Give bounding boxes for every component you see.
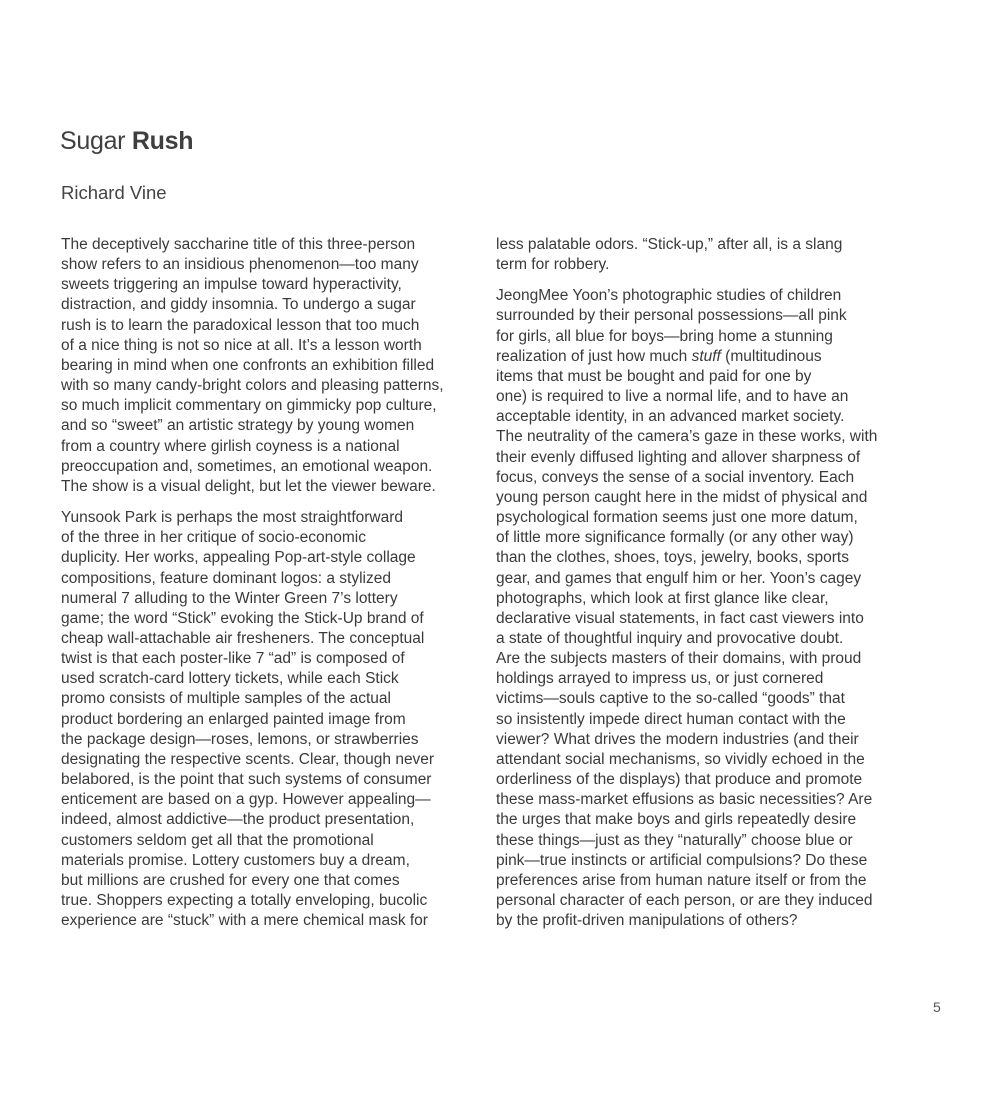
text-line: photographs, which look at first glance like clear, [496,589,829,607]
text-line: indeed, almost addictive—the product presentation, [61,811,415,829]
text-line: cheap wall-attachable air fresheners. The conceptual [61,629,425,647]
text-line: designating the respective scents. Clear, though never [61,750,435,768]
text-line: by the profit-driven manipulations of others? [496,912,798,930]
text-line: with so many candy-bright colors and pleasing patterns, [61,377,444,395]
text-line: victims—souls captive to the so-called “goods” that [496,690,845,708]
text-line: for girls, all blue for boys—bring home a stunning [496,327,833,345]
page-number: 5 [933,999,941,1015]
text-line: Yunsook Park is perhaps the most straightforward [61,509,404,527]
author-name: Richard Vine [61,182,167,203]
text-line: holdings arrayed to impress us, or just cornered [496,670,824,688]
text-line: focus, conveys the sense of a social inventory. Each [496,468,855,486]
text-line: preoccupation and, sometimes, an emotional weapon. [61,457,433,475]
text-line: attendant social mechanisms, so vividly echoed in the [496,750,865,768]
text-line: customers seldom get all that the promotional [61,831,374,849]
text-line: The show is a visual delight, but let the viewer beware. [61,477,436,495]
text-line: surrounded by their personal possessions—all pink [496,307,847,325]
text-line: pink—true instincts or artificial compulsions? Do these [496,851,868,869]
text-line: bearing in mind when one confronts an exhibition filled [61,356,435,374]
text-line: Are the subjects masters of their domains, with proud [496,650,862,668]
text-line: experience are “stuck” with a mere chemical mask for [61,912,428,930]
title-bold: Rush [131,127,194,155]
text-line: materials promise. Lottery customers buy a dream, [61,851,410,869]
text-line: promo consists of multiple samples of the actual [61,690,391,708]
text-line: JeongMee Yoon’s photographic studies of children [496,287,842,305]
text-line: less palatable odors. “Stick-up,” after all, is a slang [496,236,843,253]
text-line: these mass-market effusions as basic necessities? Are [496,791,873,809]
right-column [496,235,921,942]
text-line: young person caught here in the midst of physical and [496,488,868,506]
text-line: than the clothes, shoes, toys, jewelry, books, sports [496,549,849,567]
text-line: their evenly diffused lighting and allover sharpness of [496,448,861,466]
text-line: used scratch-card lottery tickets, while each Stick [61,670,399,688]
text-line: product bordering an enlarged painted image from [61,710,406,728]
article-title [60,124,193,158]
text-line: and so “sweet” an artistic strategy by young women [61,417,415,435]
text-line: a state of thoughtful inquiry and provocative doubt. [496,629,844,647]
italic-word: stuff [691,347,721,365]
text-line: rush is to learn the paradoxical lesson that too much [61,316,420,334]
text-line: show refers to an insidious phenomenon—too many [61,256,419,274]
text-line: belabored, is the point that such systems of consumer [61,771,432,789]
text-line: gear, and games that engulf him or her. Yoon’s cagey [496,569,862,587]
text-line: term for robbery. [496,256,610,274]
text-line [496,347,921,367]
text-line: of a nice thing is not so nice at all. It’s a lesson worth [61,336,422,354]
text-run: realization of just how much [496,347,692,365]
text-line: but millions are crushed for every one that comes [61,871,400,889]
title-regular: Sugar [60,127,126,155]
text-line: declarative visual statements, in fact cast viewers into [496,609,864,627]
text-line: game; the word “Stick” evoking the Stick-Up brand of [61,609,424,627]
text-run: (multitudinous [720,347,822,365]
text-line: preferences arise from human nature itself or from the [496,871,867,889]
paragraph [61,235,479,497]
text-line: numeral 7 alluding to the Winter Green 7’s lottery [61,589,398,607]
text-line: viewer? What drives the modern industries (and their [496,730,859,748]
text-line: acceptable identity, in an advanced market society. [496,408,845,426]
text-line: compositions, feature dominant logos: a stylized [61,569,391,587]
text-line: from a country where girlish coyness is a national [61,437,400,455]
text-line: The neutrality of the camera’s gaze in these works, with [496,428,878,446]
paragraph [496,286,921,931]
text-line: twist is that each poster-like 7 “ad” is composed of [61,650,405,668]
text-line: items that must be bought and paid for one by [496,367,812,385]
text-line: the urges that make boys and girls repeatedly desire [496,811,857,829]
text-line: these things—just as they “naturally” choose blue or [496,831,853,849]
paragraph [61,508,479,931]
text-line: true. Shoppers expecting a totally enveloping, bucolic [61,892,428,909]
paragraph [496,235,921,275]
text-line: psychological formation seems just one more datum, [496,509,858,527]
text-line: The deceptively saccharine title of this three-person [61,236,416,253]
text-line: so much implicit commentary on gimmicky pop culture, [61,397,437,415]
text-line: sweets triggering an impulse toward hyperactivity, [61,276,402,294]
text-line: personal character of each person, or are they induced [496,892,873,909]
text-line: so insistently impede direct human contact with the [496,710,846,728]
text-line: distraction, and giddy insomnia. To undergo a sugar [61,296,416,314]
left-column [61,235,479,942]
text-line: enticement are based on a gyp. However appealing— [61,791,431,809]
text-line: one) is required to live a normal life, and to have an [496,388,849,406]
text-line: the package design—roses, lemons, or strawberries [61,730,419,748]
text-line: orderliness of the displays) that produce and promote [496,771,863,789]
text-line: of the three in her critique of socio-economic [61,529,366,547]
text-line: duplicity. Her works, appealing Pop-art-style collage [61,549,416,567]
text-line: of little more significance formally (or any other way) [496,529,854,547]
